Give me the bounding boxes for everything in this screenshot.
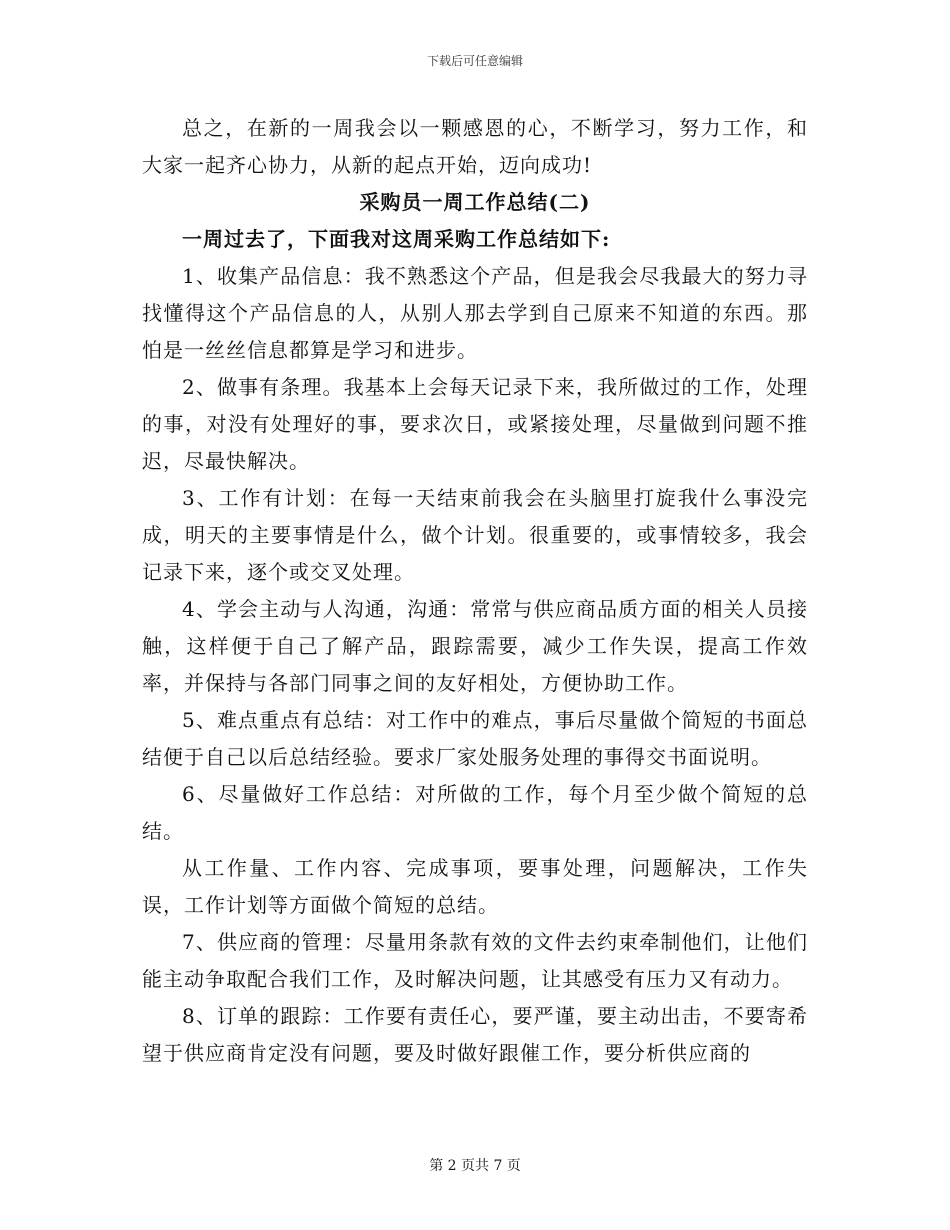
item-8-paragraph: 8、订单的跟踪：工作要有责任心，要严谨，要主动出击，不要寄希望于供应商肯定没有问题，要及时做好跟催工作，要分析供应商的	[142, 1004, 808, 1065]
closing-paragraph: 总之，在新的一周我会以一颗感恩的心，不断学习，努力工作，和大家一起齐心协力，从新的起点开始，迈向成功!	[142, 116, 808, 177]
item-6-paragraph: 6、尽量做好工作总结：对所做的工作，每个月至少做个简短的总结。	[142, 782, 808, 843]
section-title: 采购员一周工作总结(二)	[359, 190, 591, 214]
item-6-detail-paragraph: 从工作量、工作内容、完成事项，要事处理，问题解决，工作失误，工作计划等方面做个简短的总结。	[142, 856, 808, 917]
item-1-paragraph: 1、收集产品信息：我不熟悉这个产品，但是我会尽我最大的努力寻找懂得这个产品信息的人，从别人那去学到自己原来不知道的东西。那怕是一丝丝信息都算是学习和进步。	[142, 264, 808, 362]
item-5-paragraph: 5、难点重点有总结：对工作中的难点，事后尽量做个简短的书面总结便于自己以后总结经验。要求厂家处服务处理的事得交书面说明。	[142, 708, 808, 769]
document-body	[142, 110, 808, 1072]
item-7-paragraph: 7、供应商的管理：尽量用条款有效的文件去约束牵制他们，让他们能主动争取配合我们工作，及时解决问题，让其感受有压力又有动力。	[142, 930, 808, 991]
page-header-note: 下载后可任意编辑	[426, 54, 523, 68]
page-number: 第 2 页共 7 页	[429, 1158, 521, 1174]
item-3-paragraph: 3、工作有计划：在每一天结束前我会在头脑里打旋我什么事没完成，明天的主要事情是什么，做个计划。很重要的，或事情较多，我会记录下来，逐个或交叉处理。	[142, 486, 808, 584]
intro-paragraph: 一周过去了，下面我对这周采购工作总结如下:	[182, 227, 611, 251]
item-4-paragraph: 4、学会主动与人沟通，沟通：常常与供应商品质方面的相关人员接触，这样便于自己了解产品，跟踪需要，减少工作失误，提高工作效率，并保持与各部门同事之间的友好相处，方便协助工作。	[142, 597, 808, 695]
item-2-paragraph: 2、做事有条理。我基本上会每天记录下来，我所做过的工作，处理的事，对没有处理好的事，要求次日，或紧接处理，尽量做到问题不推迟，尽最快解决。	[142, 375, 808, 473]
